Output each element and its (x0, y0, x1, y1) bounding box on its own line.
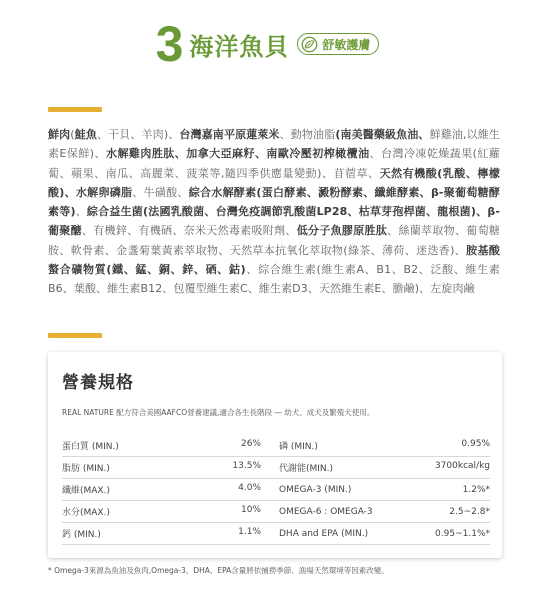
ingredient-text: 、綜合維生素(維生素A、B1、B2、泛酸、維生素B6、葉酸、維生素B12、包覆型維生素C、維生素D3、天然維生素E、膽鹼)、左旋肉鹼 (48, 263, 500, 296)
ingredient-highlight: 胺基酸螯合礦物質(鐵、錳、銅、鋅、硒、鈷) (48, 243, 500, 277)
nutrient-value: 3700kcal/kg (434, 461, 490, 471)
ingredient-highlight: 鮭魚 (74, 128, 97, 141)
ingredient-text: 鮮雞油,以維生素E保鮮)、 (48, 128, 500, 161)
nutrient-value: 1.2%* (462, 484, 490, 495)
nutrition-row (62, 501, 490, 523)
nutrition-cell-right (269, 507, 490, 517)
ingredient-text: 、台灣冷凍乾燥蔬果(紅蘿蔔、蘋果、南瓜、高麗菜、菠菜等,隨四季供應量變動)、苜蓿草、 (48, 147, 500, 180)
nutrition-cell-left (62, 483, 269, 496)
footnote: * Omega-3來源為魚油及魚肉,Omega-3、DHA、EPA含量將依捕撈季節、漁場天然環境等因素改變。 (48, 566, 389, 575)
ingredient-highlight: 鮮肉 (48, 128, 71, 141)
nutrition-cell-left (62, 505, 269, 518)
accent-divider (48, 333, 102, 338)
nutrient-value: 0.95% (461, 439, 490, 449)
ingredient-text: 、干貝、羊肉)、 (97, 128, 180, 141)
nutrient-label: OMEGA-6 : OMEGA-3 (279, 506, 373, 517)
nutrition-card (48, 352, 502, 558)
nutrition-row (62, 479, 490, 501)
nutrient-label: 蛋白質 (MIN.) (62, 442, 119, 452)
badge-label: 舒敏護膚 (322, 37, 371, 52)
nutrition-title: 營養規格 (62, 373, 134, 393)
nutrient-label: OMEGA-3 (MIN.) (279, 484, 352, 495)
nutrient-label: 代謝能(MIN.) (279, 464, 334, 474)
ingredient-text: 、絲蘭萃取物、葡萄糖胺、軟骨素、金盞菊葉黃素萃取物、天然草本抗氧化萃取物(綠茶、薄荷、迷迭香)、 (48, 224, 500, 257)
ingredient-highlight: 綜合益生菌(法國乳酸菌、台灣免疫調節乳酸菌LP28、枯草芽孢桿菌、龍根菌)、β-葡聚醣 (48, 205, 500, 238)
nutrient-label: 鈣 (MIN.) (62, 530, 101, 540)
ingredient-highlight: 天然有機酸(乳酸、檸檬酸)、水解卵磷脂 (48, 166, 500, 199)
nutrition-table (62, 435, 490, 545)
nutrient-value: 0.95~1.1%* (435, 528, 490, 539)
ingredient-highlight: (南美醫藥級魚油、 (335, 128, 430, 141)
nutrient-label: 纖維(MAX.) (62, 486, 110, 496)
benefit-badge (297, 33, 379, 55)
ingredient-highlight: 綜合水解酵素(蛋白酵素、澱粉酵素、纖維酵素、β-聚葡萄糖酵素等) (48, 185, 501, 219)
ingredient-highlight: 台灣嘉南平原蓮萊米 (179, 128, 280, 141)
formula-number: 3 (155, 16, 184, 72)
ingredient-text: 、有機鋅、有機硒、奈米天然毒素吸附劑、 (81, 224, 297, 238)
accent-divider (48, 107, 102, 112)
nutrition-cell-right (269, 439, 490, 452)
nutrition-cell-left (62, 527, 269, 540)
nutrition-cell-left (62, 439, 269, 452)
nutrition-cell-right (269, 529, 490, 539)
nutrient-label: DHA and EPA (MIN.) (279, 528, 369, 539)
nutrient-value: 13.5% (232, 461, 261, 471)
nutrition-row (62, 435, 490, 457)
nutrition-cell-left (62, 461, 269, 474)
nutrition-row (62, 457, 490, 479)
ingredient-text: 、牛磺酸、 (132, 185, 189, 199)
aafco-note: REAL NATURE 配方符合美國AAFCO營養建議,適合各生長階段 — 幼犬、成犬及繁殖犬使用。 (62, 408, 375, 417)
ingredient-list (48, 125, 500, 299)
ingredient-highlight: 低分子魚膠原胜肽 (296, 224, 388, 238)
nutrient-label: 磷 (MIN.) (279, 442, 318, 452)
ingredient-highlight: 水解雞肉胜肽、加拿大亞麻籽、南歐冷壓初榨橄欖油 (106, 147, 370, 161)
header (0, 14, 535, 74)
nutrient-label: 水分(MAX.) (62, 508, 110, 518)
ingredient-text: 、 (75, 205, 87, 219)
nutrient-value: 2.5~2.8* (449, 506, 490, 517)
ingredient-text: ( (70, 128, 75, 141)
nutrition-cell-right (269, 485, 490, 495)
nutrient-value: 26% (240, 439, 261, 449)
nutrient-value: 10% (240, 505, 261, 515)
nutrition-cell-right (269, 461, 490, 474)
nutrient-label: 脂肪 (MIN.) (62, 464, 110, 474)
nutrient-value: 4.0% (238, 483, 261, 493)
nutrient-value: 1.1% (238, 527, 261, 537)
leaf-circle-icon (301, 36, 318, 53)
formula-title: 海洋魚貝 (189, 32, 290, 61)
nutrition-row (62, 523, 490, 545)
ingredient-text: 、動物油脂 (279, 128, 336, 141)
